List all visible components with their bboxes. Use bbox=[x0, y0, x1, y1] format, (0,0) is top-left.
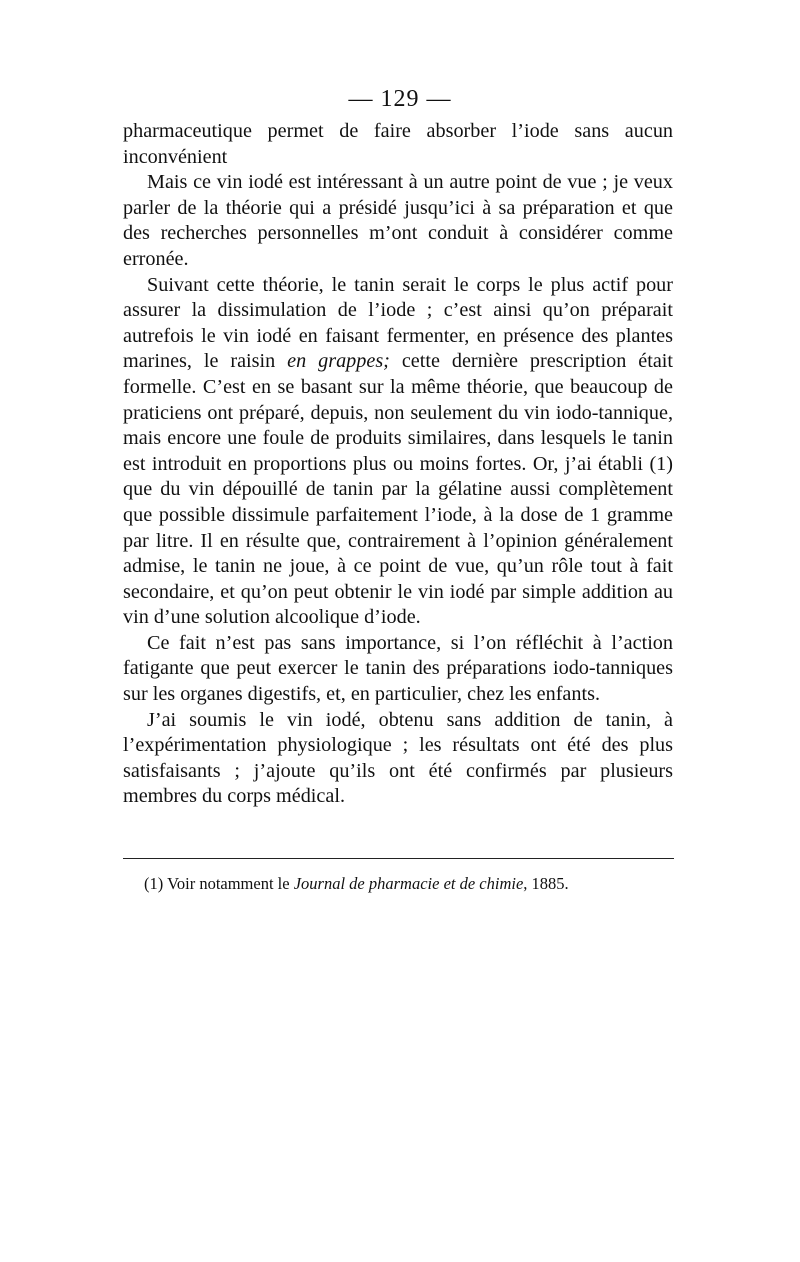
paragraph-theory-intro: Mais ce vin iodé est intéressant à un autre point de vue ; je veux parler de la théorie qui a présidé jusqu’ici à sa préparation et que des recherches personnelles m’ont conduit à considérer comme erronée. bbox=[123, 171, 673, 270]
paragraph-continuation: pharmaceutique permet de faire absorber l’iode sans aucun inconvénient bbox=[123, 120, 673, 168]
paragraph-experimentation: J’ai soumis le vin iodé, obtenu sans addition de tanin, à l’expérimentation physiologique ; les résultats ont été des plus satisfaisants ; j’ajoute qu’ils ont été confirmés par plusieurs membres du corps médical. bbox=[123, 708, 673, 808]
footnote-marker: (1) bbox=[144, 874, 164, 893]
footnote-divider bbox=[123, 858, 674, 859]
footnote-journal-title: Journal de pharmacie et de chimie bbox=[293, 874, 524, 893]
paragraph-tanin-theory bbox=[123, 273, 673, 631]
page-number: — 129 — bbox=[348, 86, 452, 112]
emphasized-phrase: en grappes; bbox=[287, 350, 390, 373]
body-text bbox=[123, 119, 673, 810]
footnote-text-before: Voir notamment le bbox=[163, 874, 294, 893]
footnote-text-after: , 1885. bbox=[523, 874, 569, 893]
paragraph-text-before-emphasis: Suivant cette théorie, le tanin serait le corps le plus actif pour assurer la dissimulation de l’iode ; c’est ainsi qu’on préparait autrefois le vin iodé en faisant fermenter, en présence des plantes marines, le raisin bbox=[123, 273, 673, 373]
footnote bbox=[144, 873, 664, 895]
paragraph-importance: Ce fait n’est pas sans importance, si l’on réfléchit à l’action fatigante que peut exercer le tanin des préparations iodo-tanniques sur les organes digestifs, et, en particulier, chez les enfants. bbox=[123, 631, 673, 706]
paragraph-text-after-emphasis: cette dernière prescription était formelle. C’est en se basant sur la même théorie, que beaucoup de praticiens ont préparé, depuis, non seulement du vin iodo-tannique, mais encore une foule de produits similaires, dans lesquels le tanin est introduit en proportions plus ou moins fortes. Or, j’ai établi (1) que du vin dépouillé de tanin par la gélatine aussi complètement que possible dissimule parfaitement l’iode, à la dose de 1 gramme par litre. Il en résulte que, contrairement à l’opinion généralement admise, le tanin ne joue, à ce point de vue, qu’un rôle tout à fait secondaire, et qu’on peut obtenir le vin iodé par simple addition au vin d’une solution alcoolique d’iode. bbox=[123, 350, 673, 629]
